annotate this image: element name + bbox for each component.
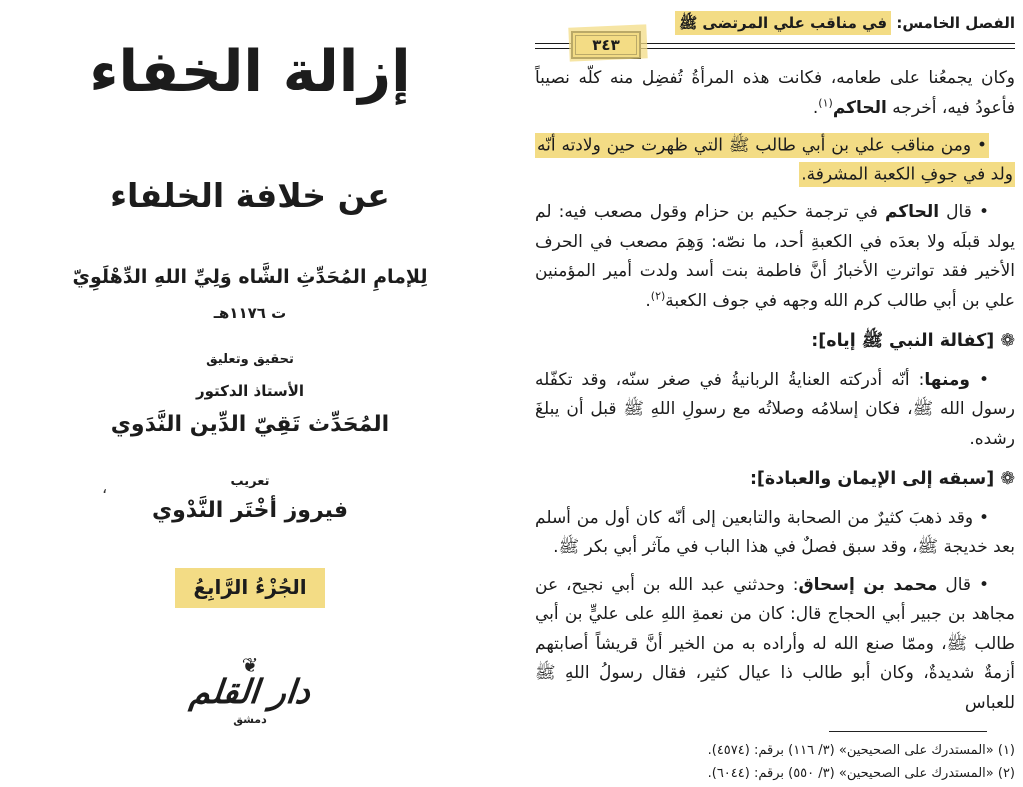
body-paragraph: • ومن مناقب علي بن أبي طالب ﷺ التي ظهرت حين ولادته أنّه ولد في جوفِ الكعبة المشرفة. <box>535 131 1015 190</box>
title-page <box>68 0 432 787</box>
publisher-city: دمشق <box>233 713 267 726</box>
chapter-label: الفصل الخامس: <box>891 14 1015 32</box>
text-page <box>535 14 1015 785</box>
author-name: لِلإمامِ المُحَدِّثِ الشَّاه وَلِيِّ اللهِ الدِّهْلَوِيّ <box>72 266 428 288</box>
publisher-leaf-icon: ❦ <box>241 653 259 677</box>
stray-ink-mark: ، <box>102 478 108 497</box>
publisher-name: دار القلم <box>187 672 313 711</box>
book-title-calligraphy: إزالة الخفاء <box>89 39 411 105</box>
footnotes <box>535 740 1015 785</box>
tahqiq-label: تحقيق وتعليق <box>206 352 294 367</box>
page-number-box <box>571 31 641 59</box>
editor-name: المُحَدِّث تَقِيّ الدِّين النَّدَوي <box>110 412 390 437</box>
volume-row <box>68 568 432 608</box>
page-number: ٣٤٣ <box>592 36 620 54</box>
body-paragraph: • وقد ذهبَ كثيرٌ من الصحابة والتابعين إلى أنّه كان أول من أسلم بعد خديجة ﷺ، وقد سبق فصلٌ في هذا الباب في مآثر أبي بكر ﷺ. <box>535 507 1015 557</box>
page-body <box>535 64 1015 718</box>
translator-name: فيروز أخْتَر النَّدْوي <box>151 498 349 523</box>
professor-title-label: الأستاذ الدكتور <box>195 382 305 400</box>
footnote-separator <box>829 731 987 732</box>
translation-label: تعريب <box>230 474 270 489</box>
author-death-date: ت ١١٧٦هـ <box>213 304 287 322</box>
section-heading: ❁ [كفالة النبي ﷺ إياه]: <box>811 331 1015 351</box>
volume-label-highlighted: الجُزْءُ الرَّابِعُ <box>175 568 324 608</box>
body-paragraph: • ومنها: أنّه أدركته العنايةُ الربانيةُ في صغر سنّه، وقد تكفّله رسول الله ﷺ، فكان إسلامُه وصلاتُه مع رسولِ اللهِ ﷺ قبل أن يبلغَ رشده. <box>535 369 1015 449</box>
footnote-line: (٢) «المستدرك على الصحيحين» (٣/ ٥٥٠) برقم: (٦٠٤٤). <box>707 765 1015 781</box>
body-paragraph: • قال محمد بن إسحاق: وحدثني عبد الله بن أبي نجيح، عن مجاهد بن جبير أبي الحجاج قال: كان من نعمةِ اللهِ على عليٍّ بن أبي طالب ﷺ، وممّا صنع الله له وأراده به من الخير أنَّ قريشاً أصابتهم أزمةٌ شديدةٌ، وكان أبو طالب ذا عيال كثير، فقال رسولُ اللهِ ﷺ للعباس <box>535 574 1015 713</box>
section-heading: ❁ [سبقه إلى الإيمان والعبادة]: <box>749 469 1015 489</box>
book-subtitle-calligraphy: عن خلافة الخلفاء <box>110 176 390 215</box>
body-paragraph: وكان يجمعُنا على طعامه، فكانت هذه المرأةُ تُفضِل منه كلّه نصيباً فأعودُ فيه، أخرجه الحاكم$^{(١)}$. <box>535 68 1015 118</box>
publisher-logo <box>68 652 432 726</box>
body-paragraph: • قال الحاكم في ترجمة حكيم بن حزام وقول مصعب فيه: لم يولد قبلَه ولا بعدَه في الكعبةِ أحد، ما نصّه: وَهِمَ مصعب في الحرف الأخير فقد تواترتِ الأخبارُ أنَّ فاطمة بنت أسد ولدت أمير المؤمنين علي بن أبي طالب كرم الله وجهه في جوف الكعبة$^{(٢)}$. <box>535 202 1015 311</box>
header-double-rule <box>535 36 1015 54</box>
footnote-line: (١) «المستدرك على الصحيحين» (٣/ ١١٦) برقم: (٤٥٧٤). <box>707 743 1015 758</box>
section-title-highlighted: في مناقب علي المرتضى ﷺ <box>675 11 891 35</box>
